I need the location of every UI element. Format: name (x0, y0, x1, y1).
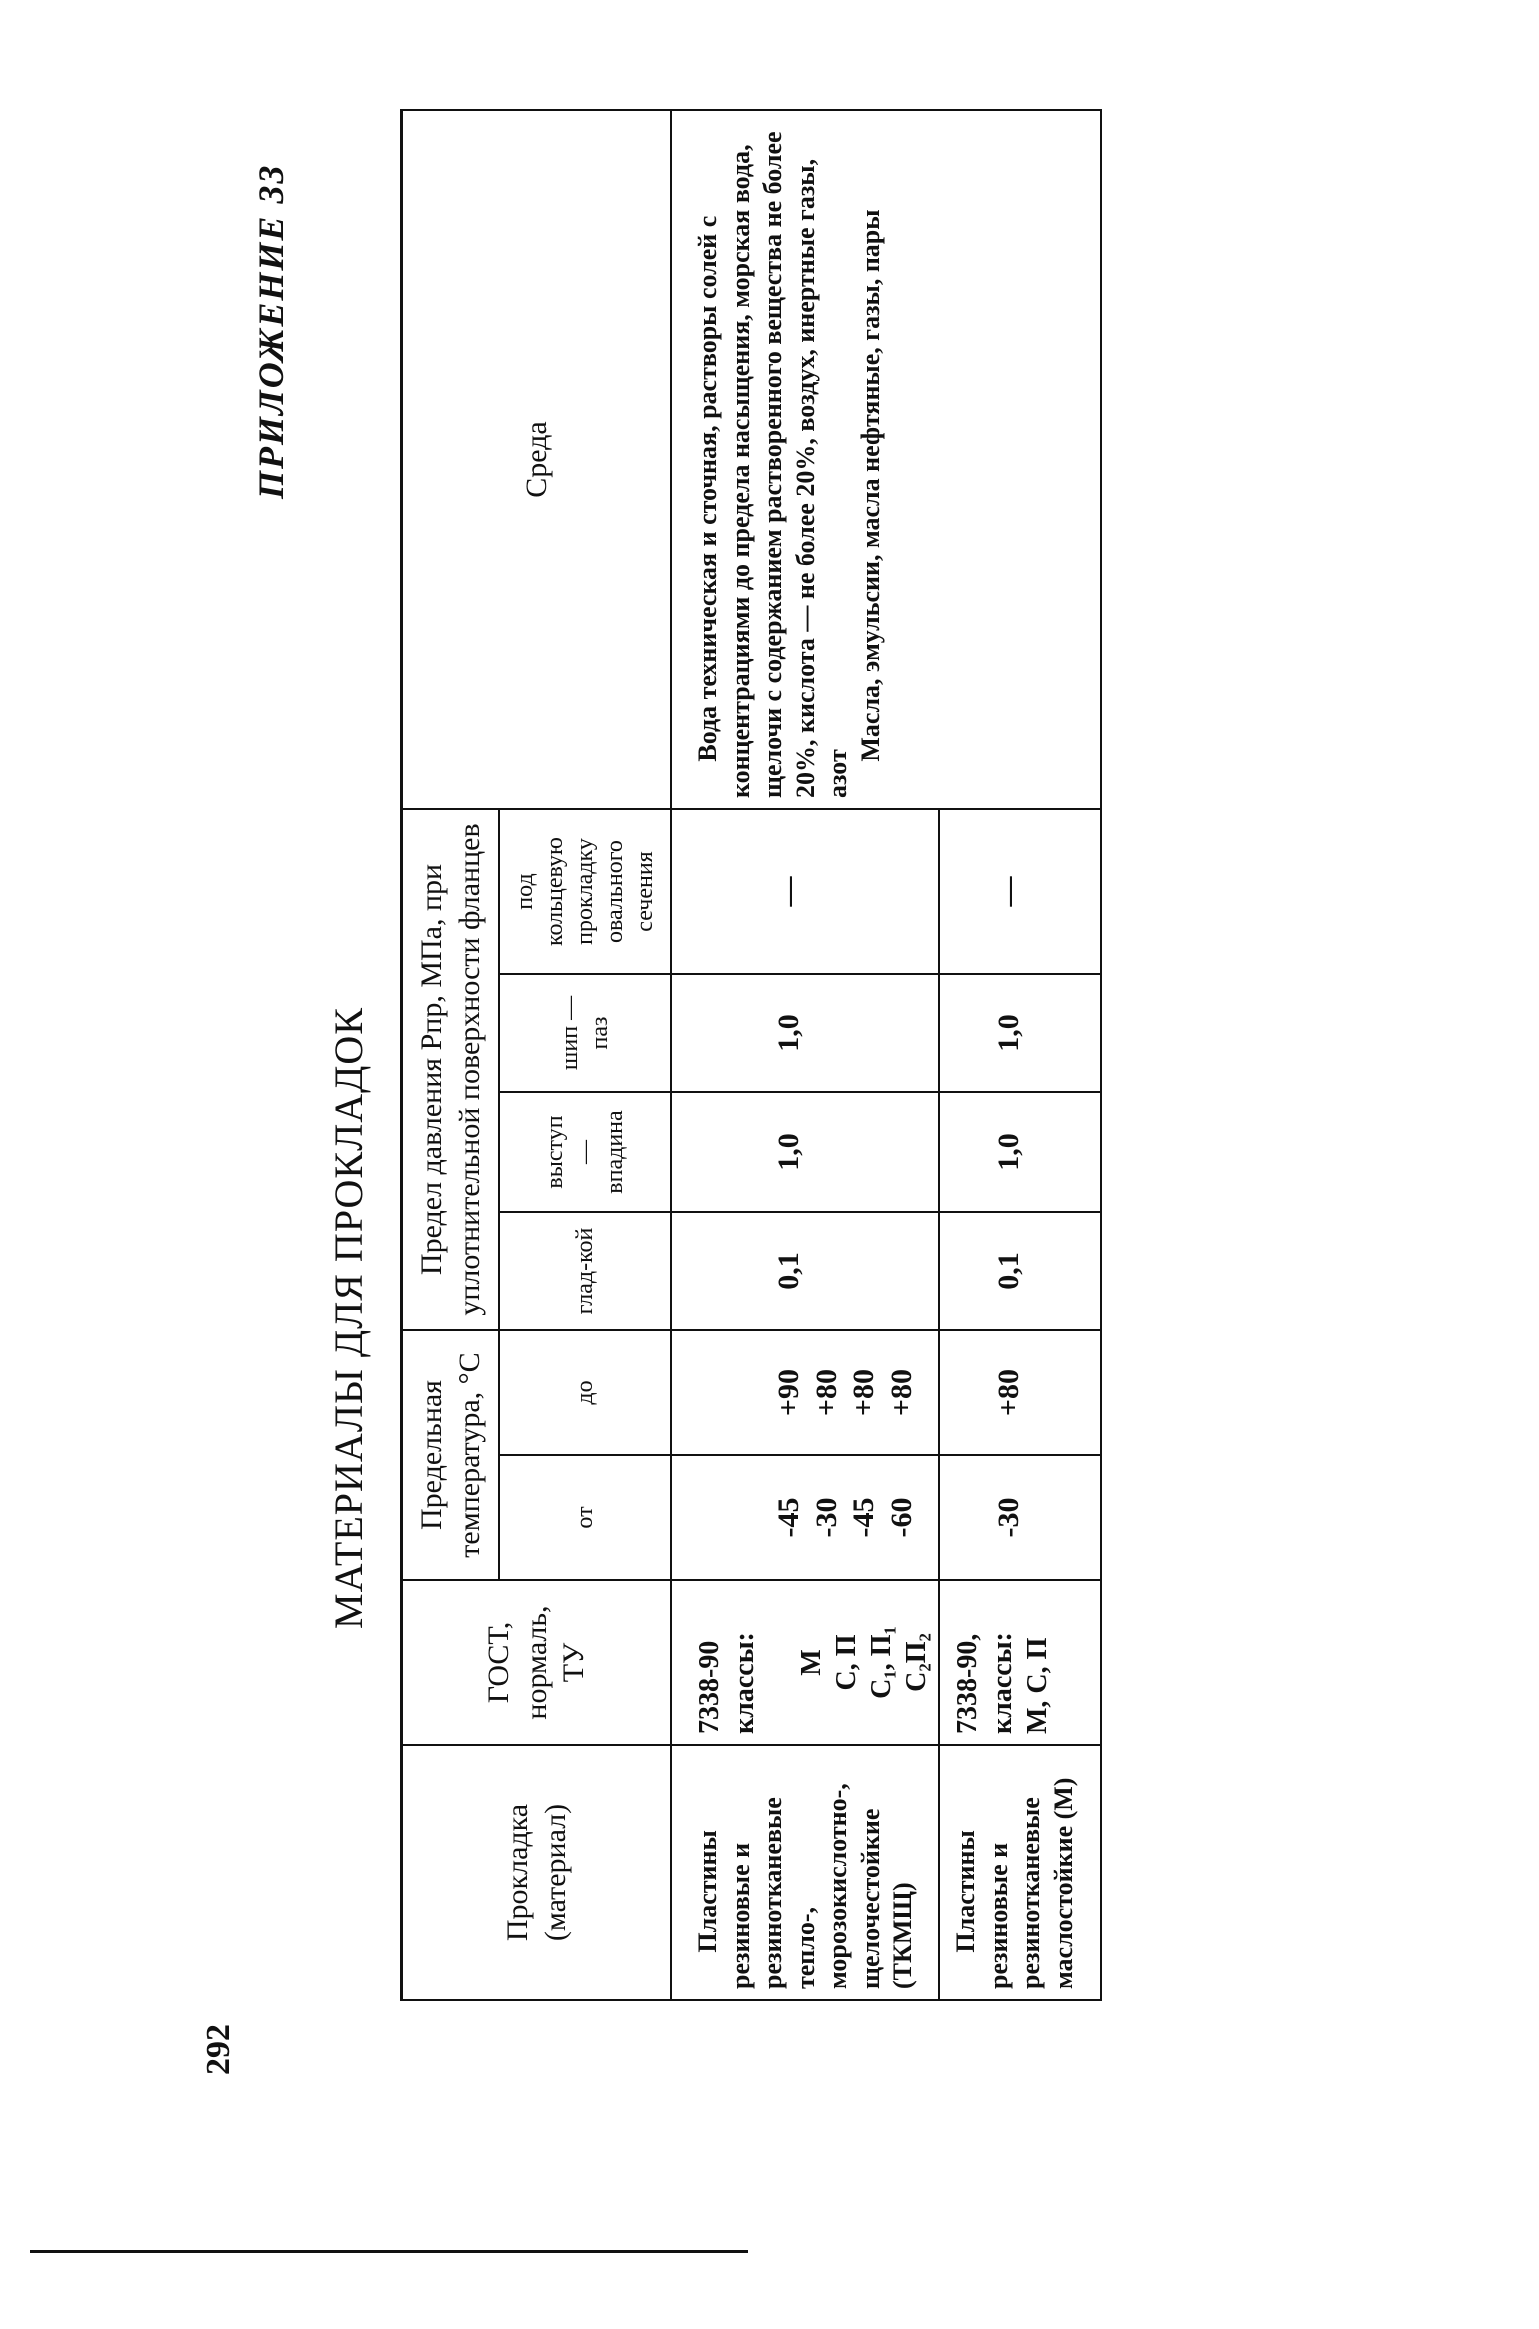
medium-water: Вода техническая и сточная, растворы солей с концентрациями до предела насыщения, морская вода, щелочи с содержанием растворенного вещества не более 20%, кислота — не более 20%, воздух, инертные газы, азот (693, 131, 852, 798)
cell-pressure-tongue: 1,0 (671, 974, 939, 1092)
cell-pressure-tongue: 1,0 (939, 974, 1101, 1092)
header-pressure: Предел давления Рпр, МПа, при уплотнительной поверхности фланцев (402, 809, 500, 1330)
header-temperature: Предельная температура, °С (402, 1330, 500, 1580)
header-medium: Среда (402, 110, 672, 809)
table-row (671, 110, 939, 2000)
cell-pressure-smooth: 0,1 (671, 1212, 939, 1330)
temp-to-value: +80 (809, 1368, 843, 1417)
gost-classes-label: классы: (987, 1632, 1018, 1734)
temp-from-value: -45 (772, 1497, 805, 1538)
cell-pressure-ring: — (671, 809, 939, 974)
cell-pressure-smooth: 0,1 (939, 1212, 1101, 1330)
gost-classes-label: классы: (729, 1632, 760, 1734)
temp-to-value: +80 (884, 1368, 918, 1417)
temp-from-value: -60 (884, 1497, 918, 1538)
cell-gost (671, 1580, 939, 1745)
header-row-1 (402, 110, 500, 2000)
cell-temp-to (671, 1330, 939, 1455)
cell-material: Пластины резиновые и резинотканевые тепло-, морозокислотно-, щелочестойкие (ТКМЩ) (671, 1745, 939, 2000)
gost-class: С, П (831, 1634, 862, 1691)
header-gost: ГОСТ, нормаль, ТУ (402, 1580, 672, 1745)
cell-temp-to: +80 (939, 1330, 1101, 1455)
gost-class: М (796, 1649, 827, 1676)
cell-pressure-ridge: 1,0 (939, 1092, 1101, 1212)
cell-material: Пластины резиновые и резинотканевые маслостойкие (М) (939, 1745, 1101, 2000)
header-pressure-tongue: шип — паз (499, 974, 671, 1092)
page-number: 292 (200, 2024, 237, 2075)
temp-to-value: +80 (847, 1368, 880, 1417)
temp-from-value: -30 (809, 1497, 843, 1538)
gost-class: М, С, П (1022, 1637, 1053, 1734)
table-title: МАТЕРИАЛЫ ДЛЯ ПРОКЛАДОК (326, 1007, 371, 1629)
cell-pressure-ridge: 1,0 (671, 1092, 939, 1212)
appendix-label: ПРИЛОЖЕНИЕ 33 (251, 163, 291, 499)
gost-class: С₂П₂ (901, 1633, 932, 1692)
gost-standard: 7338-90 (694, 1640, 725, 1734)
gost-class: С₁, П₁ (866, 1626, 897, 1699)
header-pressure-ring: под кольцевую прокладку овального сечения (499, 809, 671, 974)
cell-pressure-ring: — (939, 809, 1101, 974)
cell-medium (671, 110, 1101, 809)
header-pressure-smooth: глад-кой (499, 1212, 671, 1330)
medium-oils: Масла, эмульсии, масла нефтяные, газы, пары (855, 209, 885, 762)
cell-gost (939, 1580, 1101, 1745)
header-pressure-ridge: выступ — впадина (499, 1092, 671, 1212)
cell-temp-from (671, 1455, 939, 1580)
gost-standard: 7338-90, (952, 1633, 983, 1734)
materials-table (400, 109, 1102, 2001)
temp-from-value: -45 (847, 1497, 880, 1538)
header-material: Прокладка (материал) (402, 1745, 672, 2000)
temp-to-value: +90 (772, 1368, 805, 1417)
header-temp-from: от (499, 1455, 671, 1580)
cell-temp-from: -30 (939, 1455, 1101, 1580)
header-temp-to: до (499, 1330, 671, 1455)
